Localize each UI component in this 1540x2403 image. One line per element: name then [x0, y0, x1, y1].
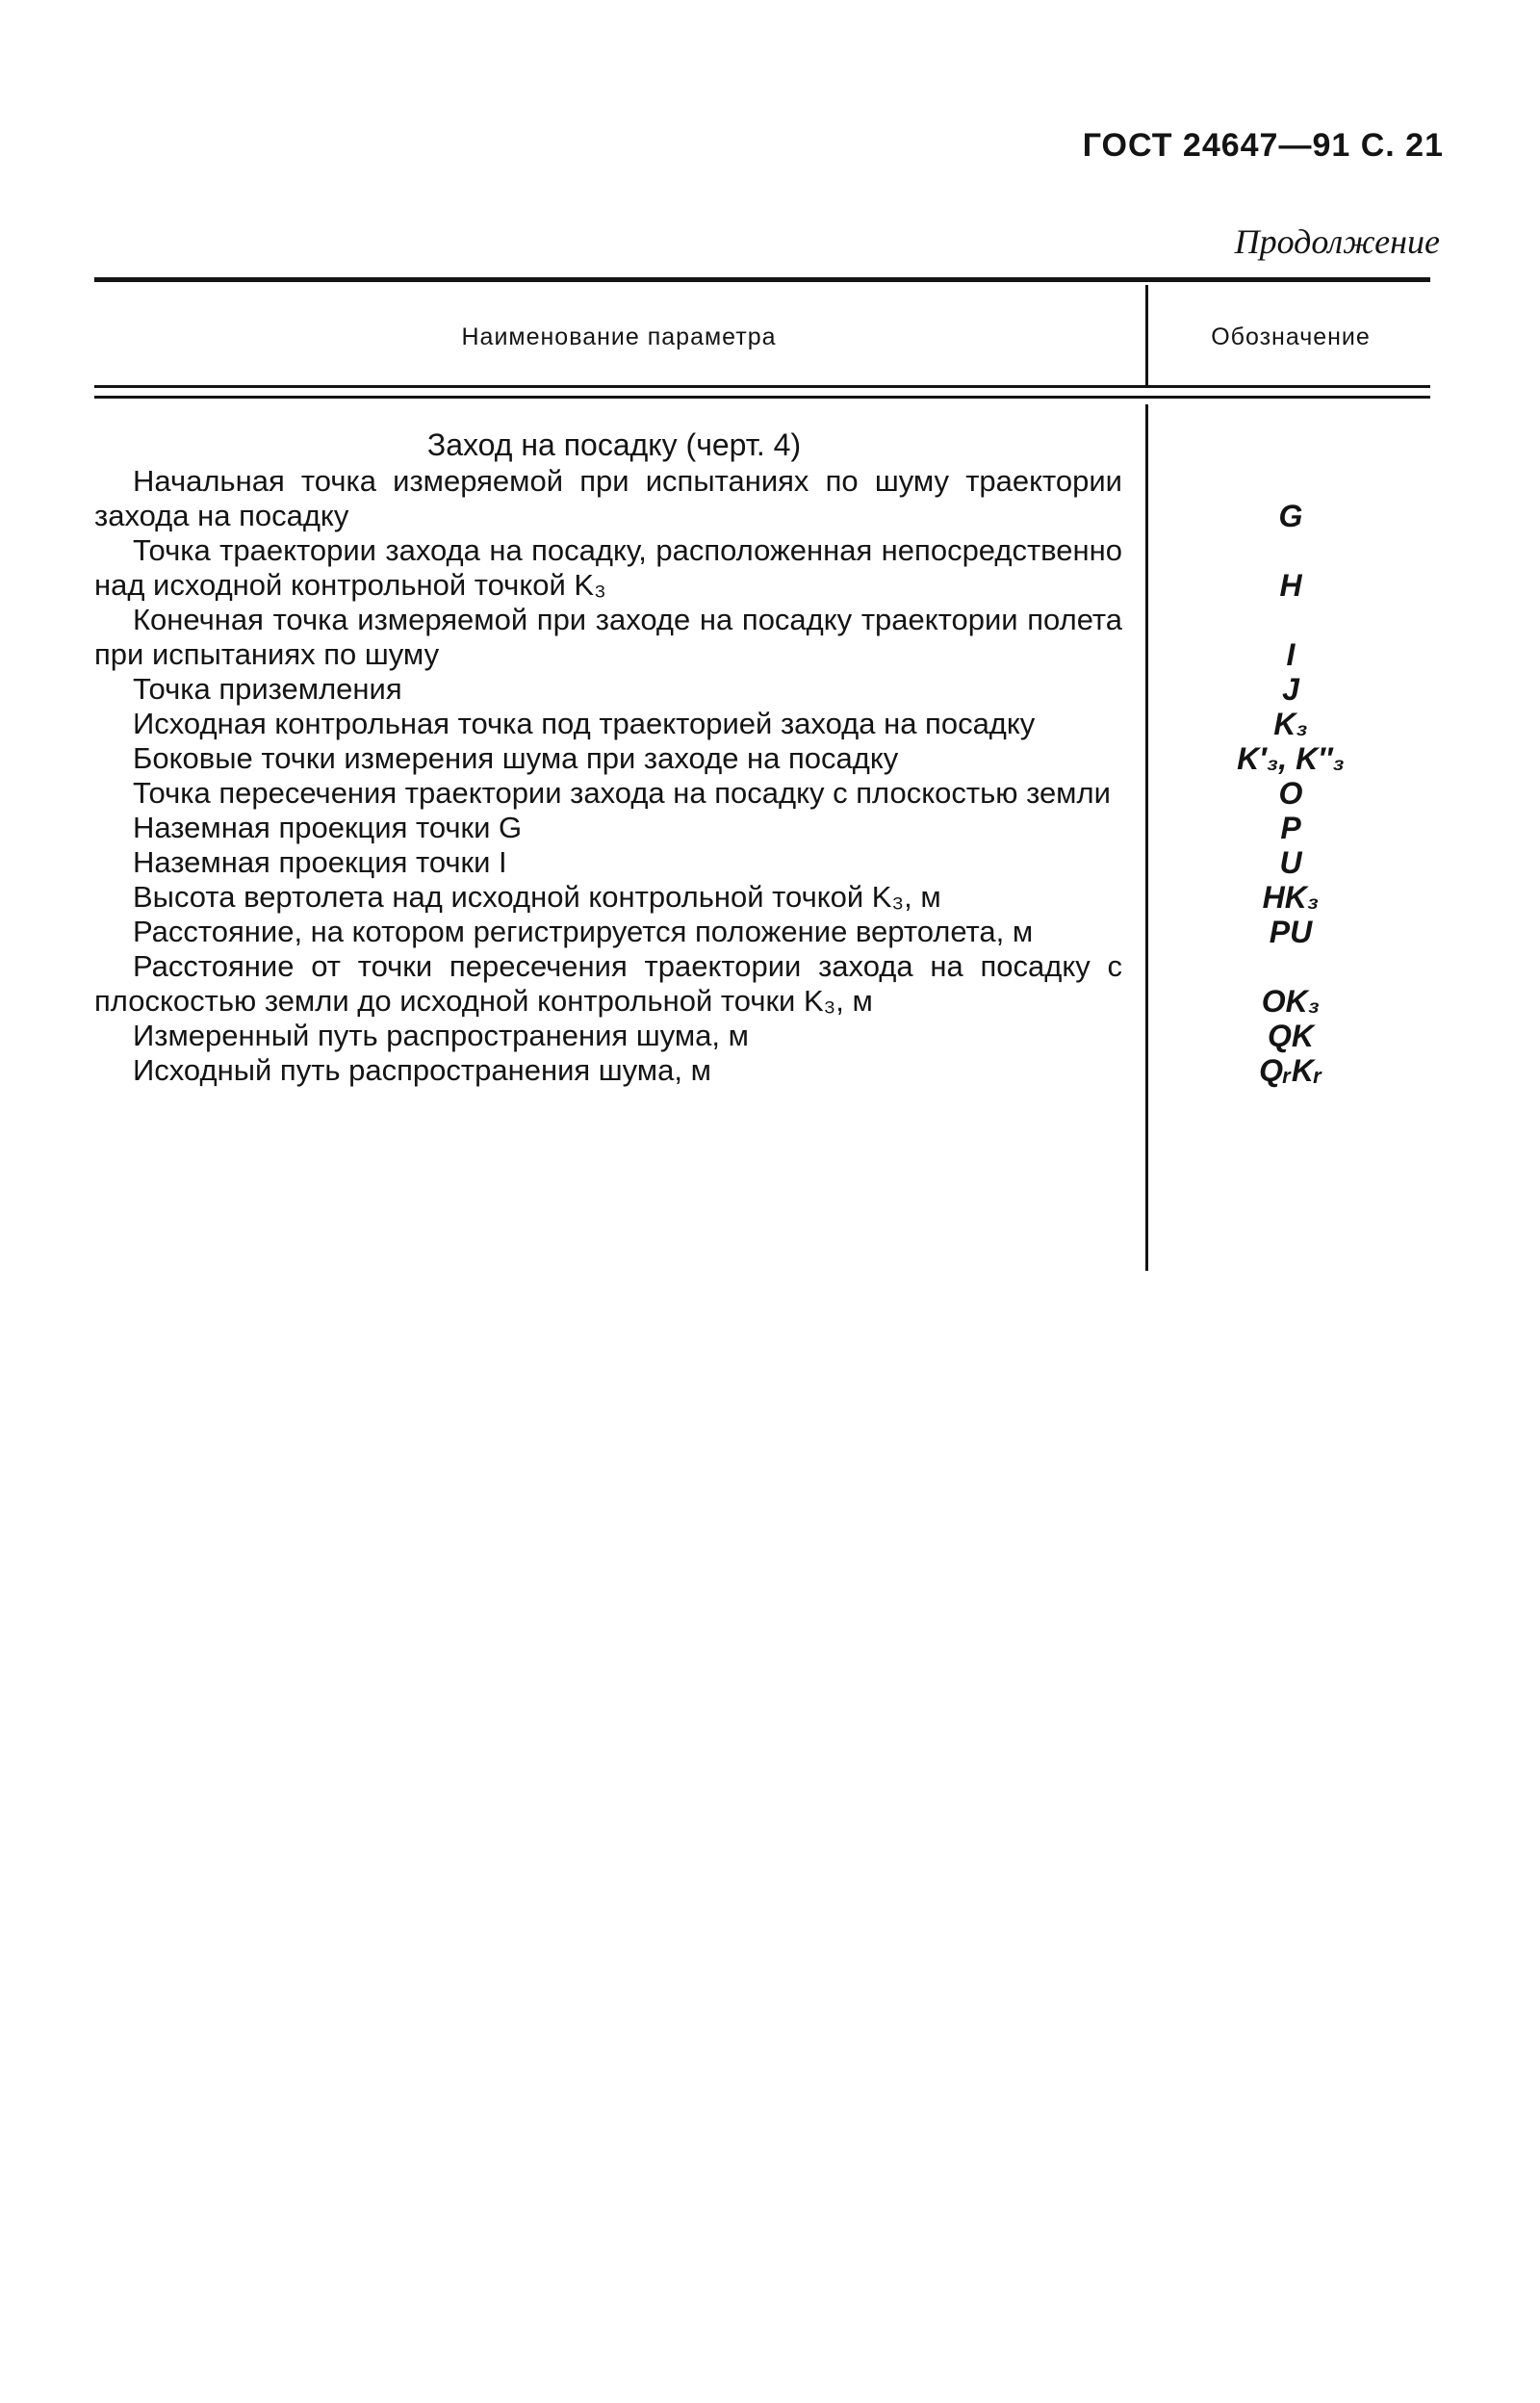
parameter-symbol: PU [1269, 915, 1313, 949]
header-double-rule-lower [94, 396, 1430, 399]
column-header-name: Наименование параметра [461, 323, 777, 350]
table-row [94, 707, 1430, 741]
column-divider-header [1145, 285, 1148, 385]
table-row [94, 1053, 1430, 1088]
parameter-symbol: P [1280, 811, 1301, 845]
parameter-name: Конечная точка измеряемой при заходе на посадку траектории полета при испытаниях по шуму [94, 603, 1122, 671]
table-row [94, 603, 1430, 672]
table-row [94, 845, 1430, 880]
parameter-name: Расстояние от точки пересечения траектории захода на посадку с плоскостью земли до исходной контрольной точки K₃, м [94, 949, 1122, 1018]
parameter-name: Высота вертолета над исходной контрольной точкой K₃, м [133, 880, 941, 914]
parameter-symbol: U [1279, 845, 1302, 880]
parameter-name: Наземная проекция точки I [133, 845, 507, 879]
table-row [94, 880, 1430, 915]
table-top-rule [94, 277, 1430, 282]
parameter-symbol: QᵣKᵣ [1259, 1053, 1322, 1088]
column-header-symbol: Обозначение [1211, 323, 1371, 350]
parameter-symbol: O [1278, 776, 1303, 811]
parameter-symbol: H [1279, 568, 1302, 603]
parameter-name: Исходный путь распространения шума, м [133, 1053, 711, 1087]
header-double-rule-upper [94, 385, 1430, 388]
table-body [94, 464, 1430, 1088]
continuation-label: Продолжение [1234, 222, 1440, 261]
table-row [94, 915, 1430, 949]
table-row [94, 464, 1430, 533]
parameter-name: Точка пересечения траектории захода на посадку с плоскостью земли [133, 776, 1111, 810]
table-row [94, 741, 1430, 776]
parameter-name: Точка траектории захода на посадку, расположенная непосредственно над исходной контрольной точкой K₃ [94, 533, 1122, 602]
parameter-symbol: I [1286, 637, 1296, 672]
parameter-name: Измеренный путь распространения шума, м [133, 1019, 749, 1052]
parameter-name: Наземная проекция точки G [133, 811, 523, 844]
section-title: Заход на посадку (черт. 4) [426, 427, 802, 462]
document-reference: ГОСТ 24647—91 С. 21 [1082, 127, 1444, 164]
parameter-symbol: K₃ [1273, 707, 1308, 741]
parameter-symbol: HK₃ [1262, 880, 1320, 915]
parameter-symbol: K′₃, K″₃ [1237, 741, 1345, 776]
table-row [94, 672, 1430, 707]
parameter-name: Исходная контрольная точка под траекторией захода на посадку [133, 707, 1036, 740]
parameter-name: Начальная точка измеряемой при испытаниях по шуму траектории захода на посадку [94, 464, 1122, 532]
parameter-symbol: G [1278, 499, 1303, 533]
parameter-symbol: OK₃ [1261, 984, 1321, 1019]
parameter-name: Расстояние, на котором регистрируется положение вертолета, м [133, 915, 1034, 948]
table-row [94, 533, 1430, 603]
parameter-symbol: J [1282, 672, 1299, 707]
parameter-name: Боковые точки измерения шума при заходе на посадку [133, 741, 899, 775]
table-row [94, 811, 1430, 845]
table-row [94, 1019, 1430, 1053]
table-row [94, 776, 1430, 811]
parameter-name: Точка приземления [133, 672, 402, 706]
parameter-symbol: QK [1268, 1019, 1314, 1053]
table-row [94, 949, 1430, 1019]
